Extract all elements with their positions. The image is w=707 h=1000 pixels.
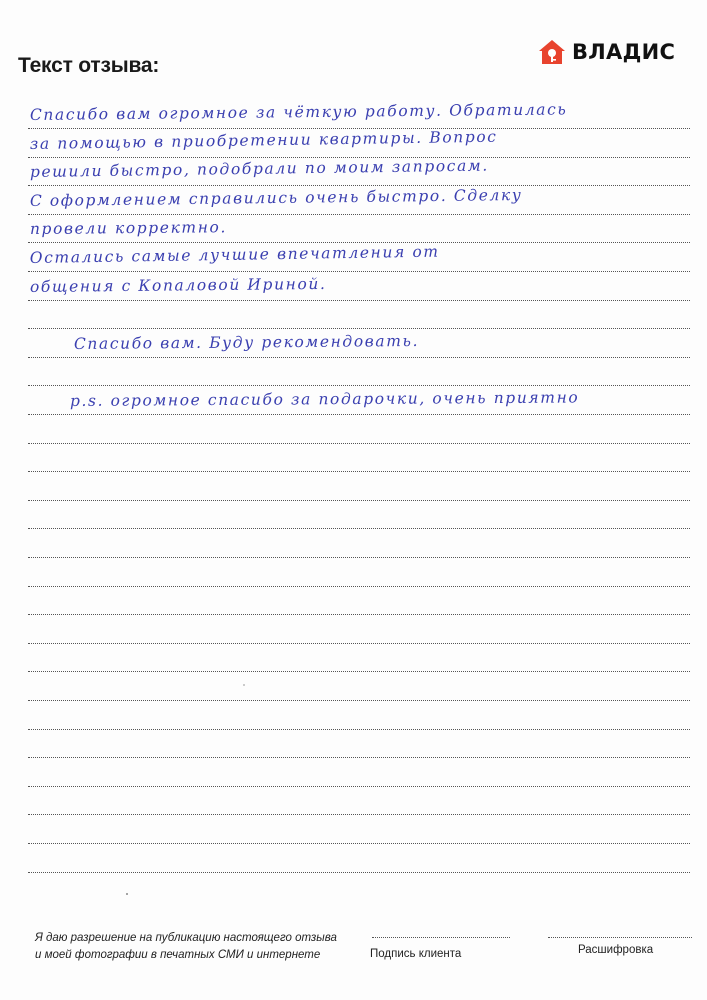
ruled-line	[28, 500, 690, 529]
brand-name: ВЛАДИС	[572, 40, 676, 64]
ruled-line	[28, 586, 690, 615]
handwritten-line: С оформлением справились очень быстро. Сделку	[29, 185, 523, 210]
ruled-line	[28, 815, 690, 844]
review-title: Текст отзыва:	[18, 54, 160, 77]
decoding-line	[548, 937, 692, 938]
ruled-line	[28, 701, 690, 730]
ruled-line	[28, 558, 690, 587]
ruled-line	[28, 357, 690, 386]
house-key-icon	[538, 38, 566, 66]
ruled-line	[28, 472, 690, 501]
consent-line-2: и моей фотографии в печатных СМИ и интернете	[35, 949, 321, 961]
brand-logo	[538, 38, 675, 66]
ruled-line	[28, 615, 690, 644]
handwritten-line: решили быстро, подобрали по моим запросам.	[29, 156, 489, 182]
handwritten-line: общения с Копаловой Ириной.	[29, 274, 327, 296]
handwritten-line: Остались самые лучшие впечатления от	[29, 242, 440, 267]
ruled-line	[28, 529, 690, 558]
signature-label: Подпись клиента	[370, 948, 462, 960]
handwritten-line: Спасибо вам. Буду рекомендовать.	[73, 331, 420, 353]
signature-line	[372, 937, 510, 938]
ruled-line	[28, 672, 690, 701]
ruled-line	[28, 729, 690, 758]
consent-text	[35, 930, 337, 964]
decoding-label: Расшифровка	[578, 944, 654, 956]
ruled-line	[28, 300, 690, 329]
ruled-line	[28, 443, 690, 472]
ruled-line	[28, 844, 690, 873]
consent-line-1: Я даю разрешение на публикацию настоящего отзыва	[35, 932, 337, 944]
ruled-line	[28, 415, 690, 444]
ruled-line	[28, 786, 690, 815]
scan-speck	[126, 893, 128, 895]
scan-speck	[243, 684, 245, 686]
ruled-line	[28, 643, 690, 672]
handwritten-line: за помощью в приобретении квартиры. Вопрос	[29, 127, 498, 153]
handwritten-line: p.s. огромное спасибо за подарочки, очень приятно	[69, 388, 580, 410]
handwritten-line: Спасибо вам огромное за чёткую работу. Обратилась	[29, 100, 568, 124]
handwritten-line: провели корректно.	[29, 218, 228, 239]
ruled-line	[28, 758, 690, 787]
